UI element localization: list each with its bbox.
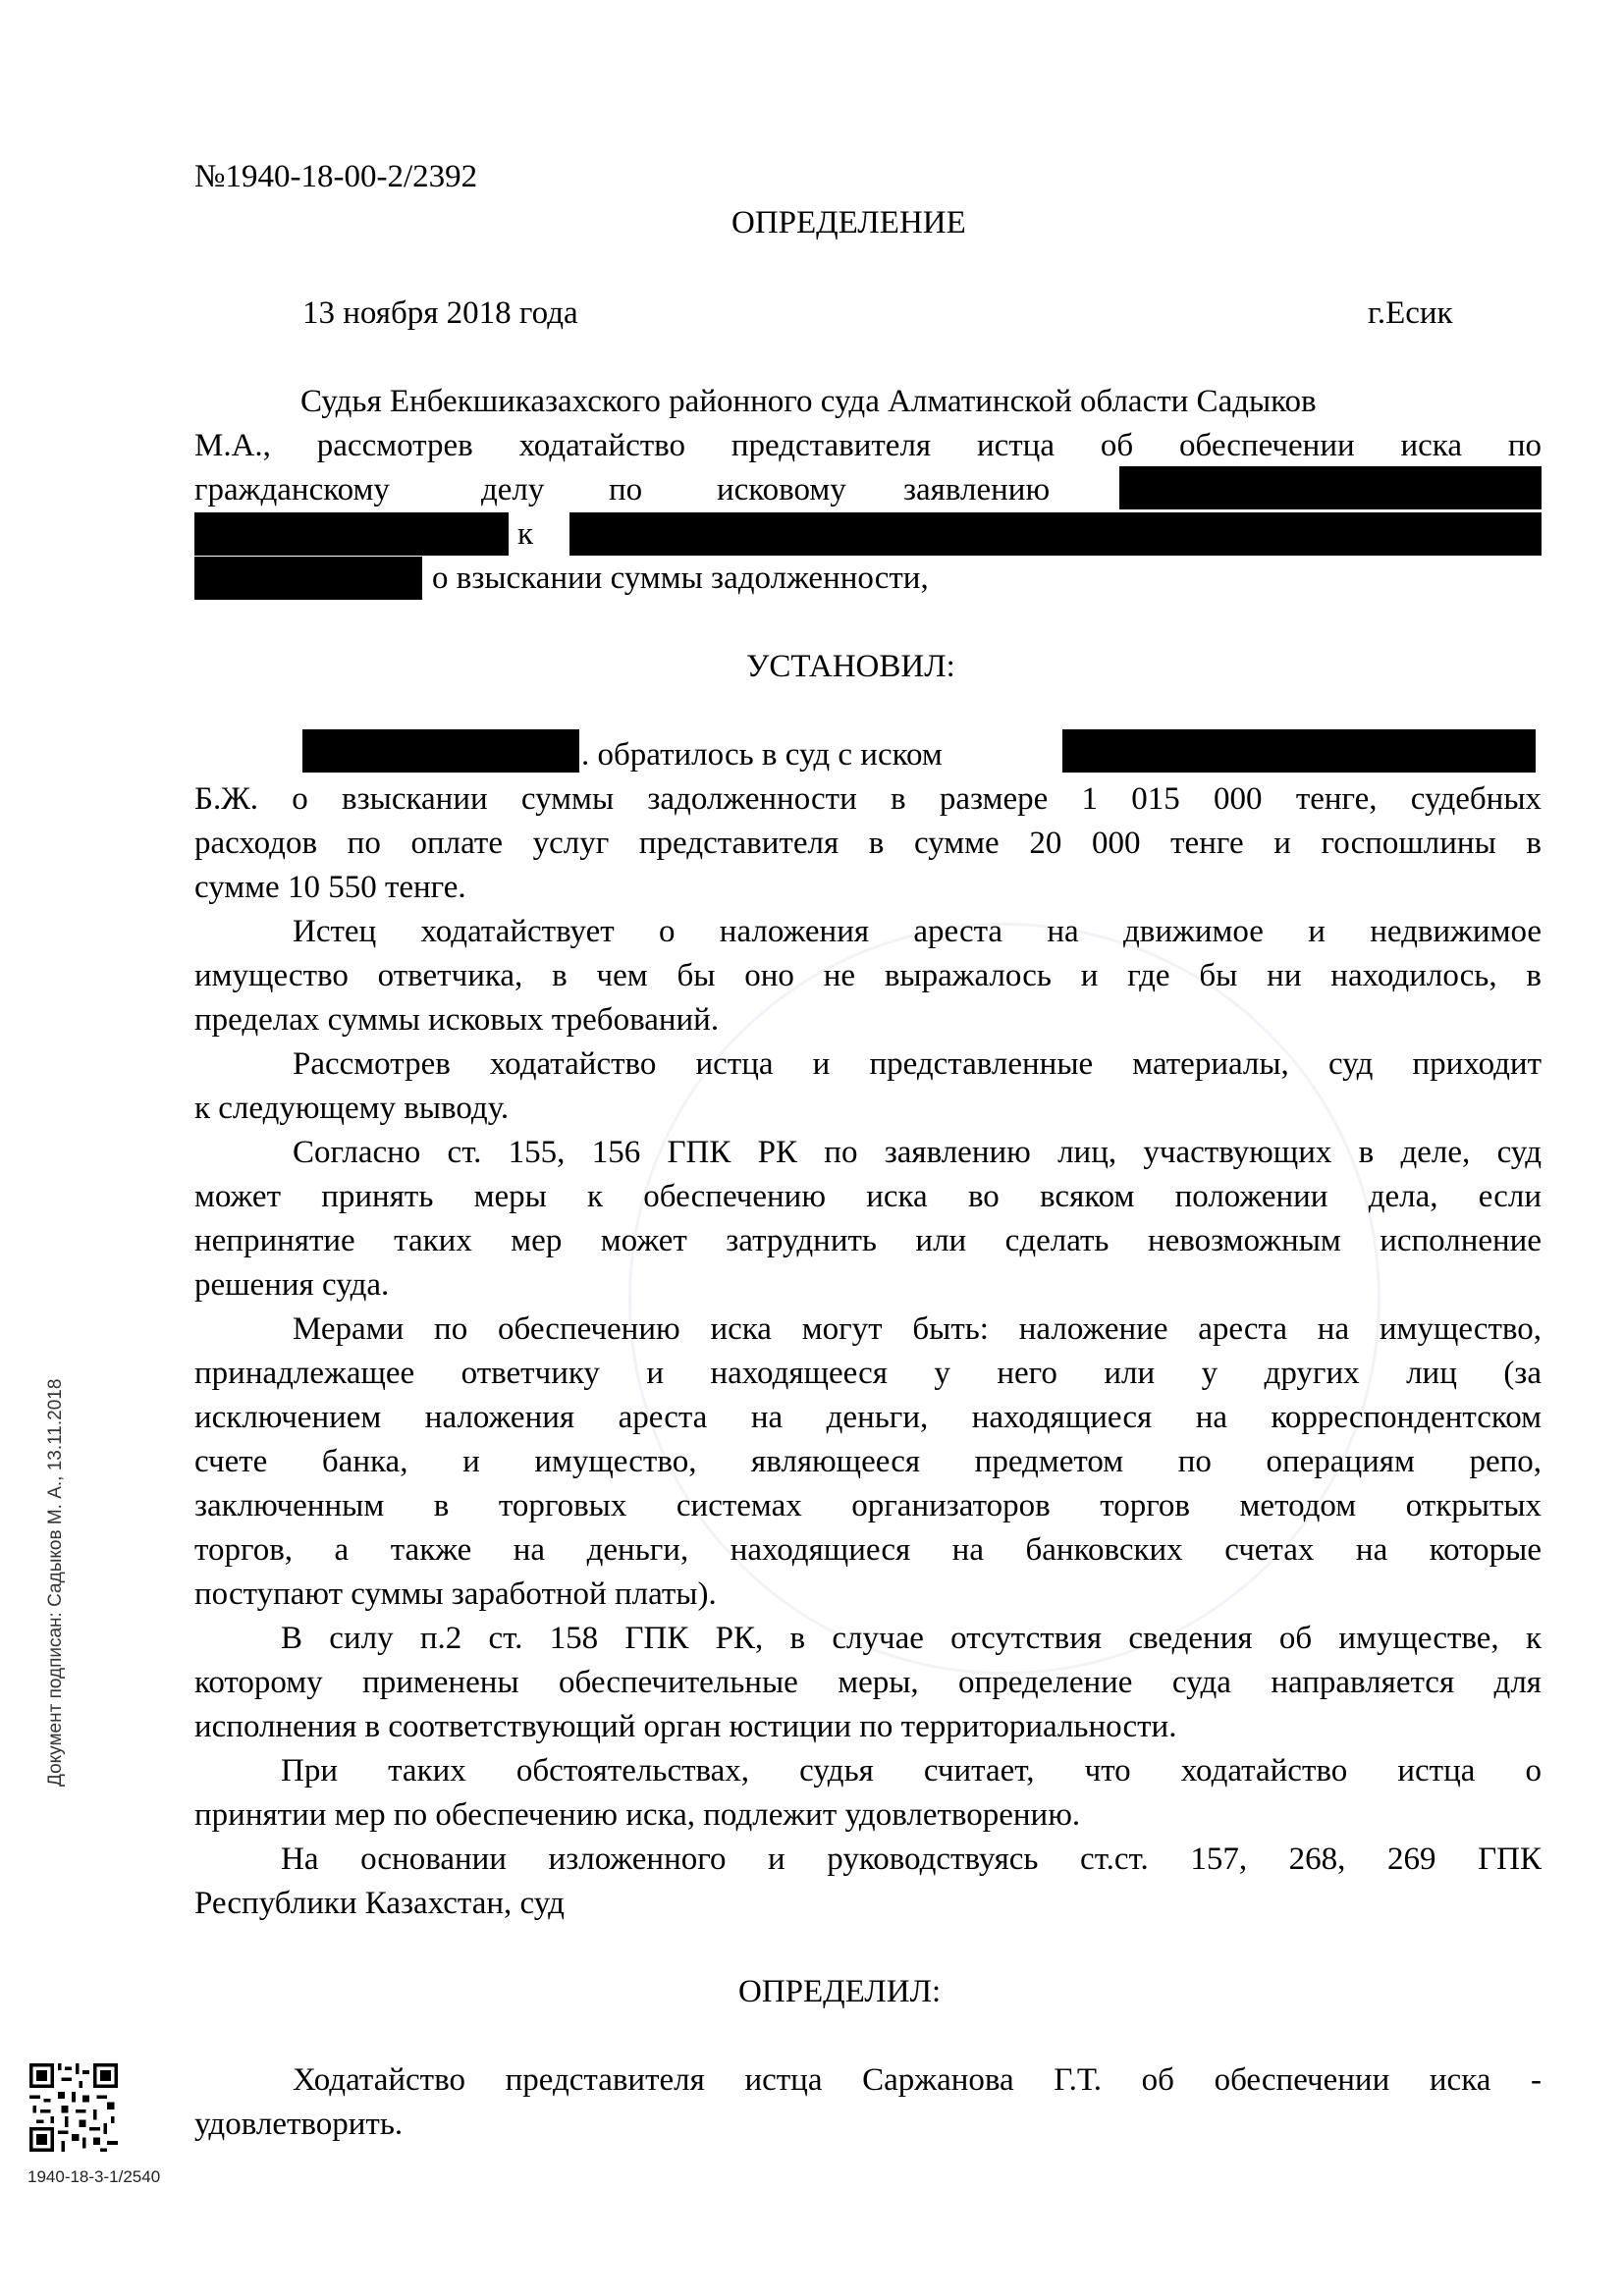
established-p5-line-7: поступают суммы заработной платы). [194,1576,717,1612]
qr-code-icon [29,2063,118,2152]
established-p2-line-2: имущество ответчика, в чем бы оно не выражалось и где бы ни находилось, в [194,958,1542,993]
redaction-plaintiff [1119,466,1542,509]
redaction-respondent [1062,729,1536,773]
signature-stamp [45,1306,75,1796]
intro-word-k: к [517,516,534,552]
established-p5-line-6: торгов, а также на деньги, находящиеся на банковских счетах на которые [194,1532,1542,1568]
ruled-heading: ОПРЕДЕЛИЛ: [738,1974,942,2009]
established-p5-line-3: исключением наложения ареста на деньги, находящиеся на корреспондентском [194,1400,1542,1435]
established-p1-block [194,777,1542,910]
signature-stamp-text: Документ подписан: Садыков М. А., 13.11.2018 [45,1378,66,1787]
established-p3-line-1: Рассмотрев ходатайство истца и представленные материалы, суд приходит [293,1046,1542,1082]
redaction-claimant [302,729,579,773]
intro-line-5: о взыскании суммы задолженности, [432,561,929,596]
established-p5-line-2: принадлежащее ответчику и находящееся у него или у других лиц (за [194,1356,1542,1391]
established-heading: УСТАНОВИЛ: [746,649,955,684]
established-p6-line-2: которому применены обеспечительные меры, определение суда направляется для [194,1665,1542,1700]
intro-line-2: М.А., рассмотрев ходатайство представителя истца об обеспечении иска по [194,428,1542,463]
established-p4-block [194,1131,1542,1308]
document-city: г.Есик [1368,295,1453,331]
established-p6-block [194,1617,1542,1749]
intro-line-1: Судья Енбекшиказахского районного суда Алматинской области Садыков [300,384,1317,419]
established-p5-line-5: заключенным в торговых системах организаторов торгов методом открытых [194,1488,1542,1523]
ruling-line-2: удовлетворить. [194,2107,404,2142]
redaction-defendant [569,512,1542,556]
established-p8-line-1: На основании изложенного и руководствуясь ст.ст. 157, 268, 269 ГПК [281,1842,1542,1877]
intro-word-1: гражданскому [194,472,390,507]
established-p4-line-3: непринятие таких мер может затруднить или сделать невозможным исполнение [194,1223,1542,1258]
established-p3-block [194,1042,1542,1131]
qr-document-id: 1940-18-3-1/2540 [27,2167,161,2186]
intro-line-2-block [194,424,1542,468]
redaction-plaintiff-cont [194,512,509,556]
established-p5-block [194,1308,1542,1617]
established-p6-line-3: исполнения в соответствующий орган юстиции по территориальности. [194,1709,1177,1744]
intro-word-3: по [609,472,643,507]
established-p4-line-4: решения суда. [194,1267,390,1303]
established-p1-line-4: сумме 10 550 тенге. [194,870,466,905]
established-p6-line-1: В силу п.2 ст. 158 ГПК РК, в случае отсутствия сведения об имуществе, к [281,1621,1542,1656]
established-p4-line-2: может принять меры к обеспечению иска во всяком положении дела, если [194,1179,1542,1214]
document-title: ОПРЕДЕЛЕНИЕ [731,205,966,240]
ruling-line-1: Ходатайство представителя истца Саржанова Г.Т. об обеспечении иска - [293,2062,1542,2098]
established-p5-line-1: Мерами по обеспечению иска могут быть: наложение ареста на имущество, [293,1311,1542,1347]
established-p7-line-2: принятии мер по обеспечению иска, подлежит удовлетворению. [194,1797,1081,1833]
established-p2-line-3: пределах суммы исковых требований. [194,1002,720,1038]
established-p8-block [194,1838,1542,1926]
established-p7-block [194,1749,1542,1838]
redaction-defendant-cont [194,557,422,600]
intro-word-4: исковому [717,472,846,507]
established-p4-line-1: Согласно ст. 155, 156 ГПК РК по заявлению лиц, участвующих в деле, суд [293,1135,1542,1170]
established-p1-line-2: Б.Ж. о взыскании суммы задолженности в размере 1 015 000 тенге, судебных [194,781,1542,817]
established-p1-mid: . обратилось в суд с иском [581,737,943,773]
ruling-block [194,2058,1542,2147]
established-p1-line-3: расходов по оплате услуг представителя в сумме 20 000 тенге и госпошлины в [194,826,1542,861]
established-p8-line-2: Республики Казахстан, суд [194,1886,565,1921]
established-p5-line-4: счете банка, и имущество, являющееся предметом по операциям репо, [194,1444,1542,1479]
case-number: №1940-18-00-2/2392 [194,159,478,194]
established-p7-line-1: При таких обстоятельствах, судья считает, что ходатайство истца о [281,1753,1542,1789]
established-p2-block [194,910,1542,1042]
document-date: 13 ноября 2018 года [302,295,578,331]
intro-word-5: заявлению [903,472,1051,507]
established-p2-line-1: Истец ходатайствует о наложения ареста на движимое и недвижимое [293,914,1542,949]
established-p3-line-2: к следующему выводу. [194,1091,510,1126]
intro-word-2: делу [481,472,545,507]
